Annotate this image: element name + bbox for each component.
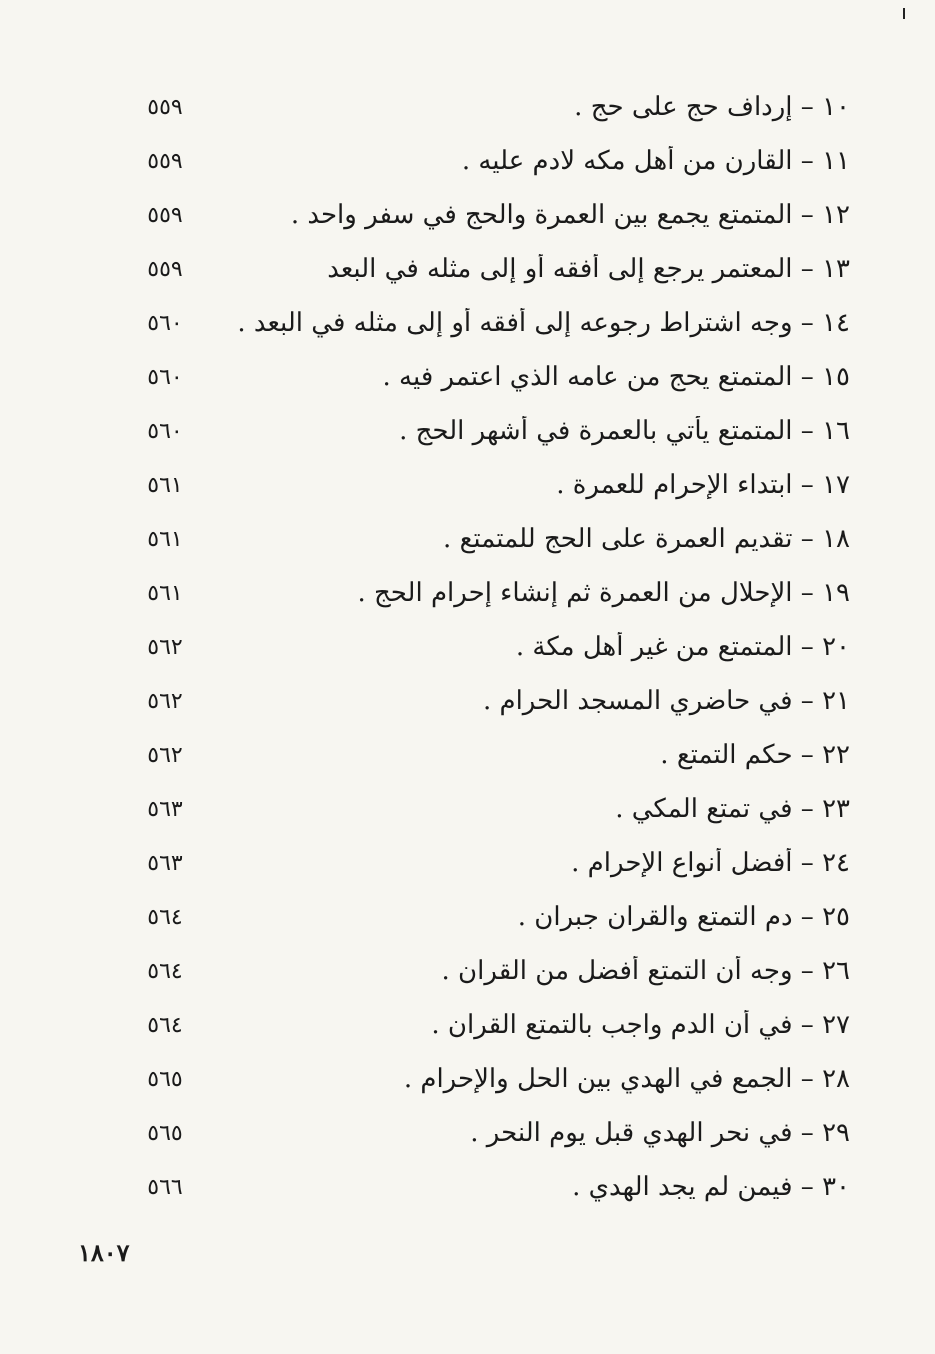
toc-entry xyxy=(130,1160,850,1214)
toc-page-number: ٥٦٢ xyxy=(147,742,183,768)
toc-entry xyxy=(130,890,850,944)
toc-entry xyxy=(130,1052,850,1106)
toc-entry-title: ٢١ – في حاضري المسجد الحرام . xyxy=(482,686,850,716)
toc-page-number: ٥٦٠ xyxy=(147,310,183,336)
toc-page-number: ٥٦٣ xyxy=(147,796,183,822)
toc-entry-title: ٢٦ – وجه أن التمتع أفضل من القران . xyxy=(441,956,850,986)
toc-page-number: ٥٦٢ xyxy=(147,688,183,714)
toc-entry-title: ١٢ – المتمتع يجمع بين العمرة والحج في سفر واحد . xyxy=(290,200,850,230)
toc-entry xyxy=(130,458,850,512)
toc-entry xyxy=(130,134,850,188)
toc-page-number: ٥٥٩ xyxy=(147,94,183,120)
toc-entry-title: ١٤ – وجه اشتراط رجوعه إلى أفقه أو إلى مثله في البعد . xyxy=(237,308,850,338)
toc-entry xyxy=(130,80,850,134)
toc-entry-title: ٢٢ – حكم التمتع . xyxy=(660,740,850,770)
table-of-contents xyxy=(130,80,850,1214)
toc-page-number: ٥٦٤ xyxy=(147,1012,183,1038)
toc-page-number: ٥٥٩ xyxy=(147,202,183,228)
toc-entry xyxy=(130,944,850,998)
toc-page-number: ٥٦١ xyxy=(147,526,183,552)
toc-entry-title: ١٨ – تقديم العمرة على الحج للمتمتع . xyxy=(443,524,850,554)
toc-entry-title: ١٧ – ابتداء الإحرام للعمرة . xyxy=(556,470,850,500)
toc-page-number: ٥٦٣ xyxy=(147,850,183,876)
toc-entry-title: ٢٧ – في أن الدم واجب بالتمتع القران . xyxy=(431,1010,850,1040)
toc-page-number: ٥٦٥ xyxy=(147,1120,183,1146)
toc-entry-title: ٢٠ – المتمتع من غير أهل مكة . xyxy=(515,632,850,662)
toc-entry xyxy=(130,674,850,728)
toc-entry xyxy=(130,1106,850,1160)
toc-entry xyxy=(130,350,850,404)
toc-entry xyxy=(130,620,850,674)
toc-entry-title: ١٥ – المتمتع يحج من عامه الذي اعتمر فيه . xyxy=(382,362,850,392)
toc-entry-title: ١٩ – الإحلال من العمرة ثم إنشاء إحرام الحج . xyxy=(357,578,850,608)
toc-entry xyxy=(130,296,850,350)
toc-page-number: ٥٦٥ xyxy=(147,1066,183,1092)
toc-entry xyxy=(130,998,850,1052)
toc-entry-title: ٢٣ – في تمتع المكي . xyxy=(615,794,850,824)
toc-page-number: ٥٦٤ xyxy=(147,904,183,930)
toc-page-number: ٥٦١ xyxy=(147,472,183,498)
toc-entry xyxy=(130,242,850,296)
toc-page-number: ٥٦٠ xyxy=(147,418,183,444)
toc-entry-title: ١٦ – المتمتع يأتي بالعمرة في أشهر الحج . xyxy=(399,416,850,446)
toc-page-number: ٥٦١ xyxy=(147,580,183,606)
toc-entry xyxy=(130,836,850,890)
toc-entry-title: ١١ – القارن من أهل مكه لادم عليه . xyxy=(461,146,850,176)
toc-page-number: ٥٥٩ xyxy=(147,148,183,174)
scan-mark xyxy=(903,8,905,19)
toc-entry-title: ٢٥ – دم التمتع والقران جبران . xyxy=(517,902,850,932)
toc-entry-title: ٣٠ – فيمن لم يجد الهدي . xyxy=(572,1172,850,1202)
toc-entry xyxy=(130,782,850,836)
toc-entry-title: ١٠ – إرداف حج على حج . xyxy=(574,92,850,122)
toc-entry xyxy=(130,188,850,242)
toc-page-number: ٥٥٩ xyxy=(147,256,183,282)
toc-entry xyxy=(130,566,850,620)
toc-entry xyxy=(130,512,850,566)
toc-page-number: ٥٦٢ xyxy=(147,634,183,660)
toc-entry-title: ١٣ – المعتمر يرجع إلى أفقه أو إلى مثله في البعد xyxy=(327,254,850,284)
toc-entry xyxy=(130,404,850,458)
toc-entry-title: ٢٩ – في نحر الهدي قبل يوم النحر . xyxy=(470,1118,850,1148)
toc-page-number: ٥٦٦ xyxy=(147,1174,183,1200)
toc-page-number: ٥٦٤ xyxy=(147,958,183,984)
toc-page-number: ٥٦٠ xyxy=(147,364,183,390)
toc-entry xyxy=(130,728,850,782)
page-folio-number: ١٨٠٧ xyxy=(78,1238,130,1267)
toc-entry-title: ٢٤ – أفضل أنواع الإحرام . xyxy=(571,848,850,878)
toc-entry-title: ٢٨ – الجمع في الهدي بين الحل والإحرام . xyxy=(403,1064,850,1094)
